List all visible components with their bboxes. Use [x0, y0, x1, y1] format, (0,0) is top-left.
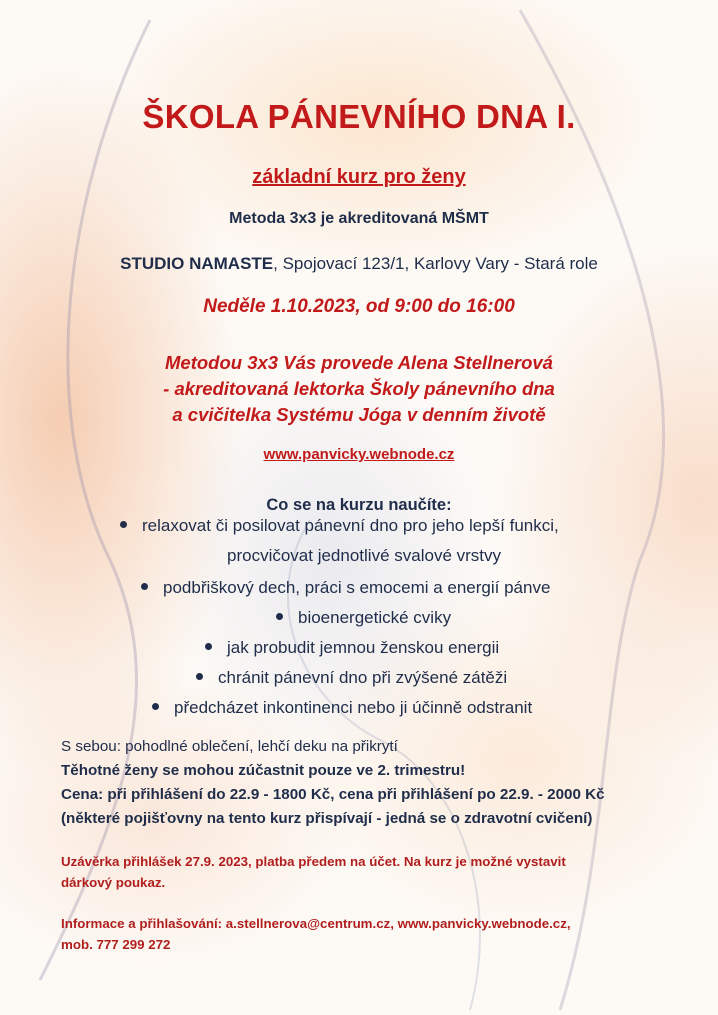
leader-line-3: a cvičitelka Systému Jóga v denním životě — [172, 404, 546, 425]
list-item: jak probudit jemnou ženskou energii — [205, 638, 499, 658]
pregnancy-note: Těhotné ženy se mohou zúčastnit pouze ve 2. trimestru! — [61, 762, 466, 779]
bullet-icon — [141, 583, 148, 590]
insurance-note: (některé pojišťovny na tento kurz přispívají - jedná se o zdravotní cvičení) — [61, 810, 593, 827]
contact-line-1: Informace a přihlašování: a.stellnerova@centrum.cz, www.panvicky.webnode.cz, — [61, 916, 571, 931]
course-date: Neděle 1.10.2023, od 9:00 do 16:00 — [203, 296, 515, 317]
price-info: Cena: při přihlášení do 22.9 - 1800 Kč, cena při přihlášení po 22.9. - 2000 Kč — [61, 786, 605, 803]
bullet-icon — [276, 613, 283, 620]
course-subtitle: základní kurz pro ženy — [252, 166, 466, 188]
page-title: ŠKOLA PÁNEVNÍHO DNA I. — [142, 98, 576, 135]
deadline-line-2: dárkový poukaz. — [61, 875, 166, 890]
bullet-icon — [205, 643, 212, 650]
studio-location — [0, 254, 718, 274]
leader-block — [0, 350, 718, 428]
list-item: chránit pánevní dno při zvýšené zátěži — [196, 668, 507, 688]
list-item-continuation: procvičovat jednotlivé svalové vrstvy — [227, 546, 502, 565]
bullet-icon — [196, 673, 203, 680]
method-accreditation: Metoda 3x3 je akreditovaná MŠMT — [229, 210, 489, 227]
bullet-icon — [152, 703, 159, 710]
list-item: bioenergetické cviky — [276, 608, 451, 628]
deadline-line-1: Uzávěrka přihlášek 27.9. 2023, platba předem na účet. Na kurz je možné vystavit — [61, 854, 566, 869]
leader-line-1: Metodou 3x3 Vás provede Alena Stellnerová — [165, 352, 553, 373]
bring-info: S sebou: pohodlné oblečení, lehčí deku na přikrytí — [61, 738, 398, 755]
studio-address: , Spojovací 123/1, Karlovy Vary - Stará role — [273, 254, 598, 273]
list-item: relaxovat či posilovat pánevní dno pro jeho lepší funkci, — [120, 516, 559, 536]
leader-line-2: - akreditovaná lektorka Školy pánevního dna — [163, 378, 555, 399]
bullet-icon — [120, 521, 127, 528]
studio-name: STUDIO NAMASTE — [120, 254, 274, 273]
website-link[interactable]: www.panvicky.webnode.cz — [263, 446, 455, 463]
learn-heading: Co se na kurzu naučíte: — [266, 496, 452, 514]
contact-line-2: mob. 777 299 272 — [61, 937, 171, 952]
list-item: podbřiškový dech, práci s emocemi a energií pánve — [141, 578, 550, 598]
list-item: předcházet inkontinenci nebo ji účinně odstranit — [152, 698, 532, 718]
